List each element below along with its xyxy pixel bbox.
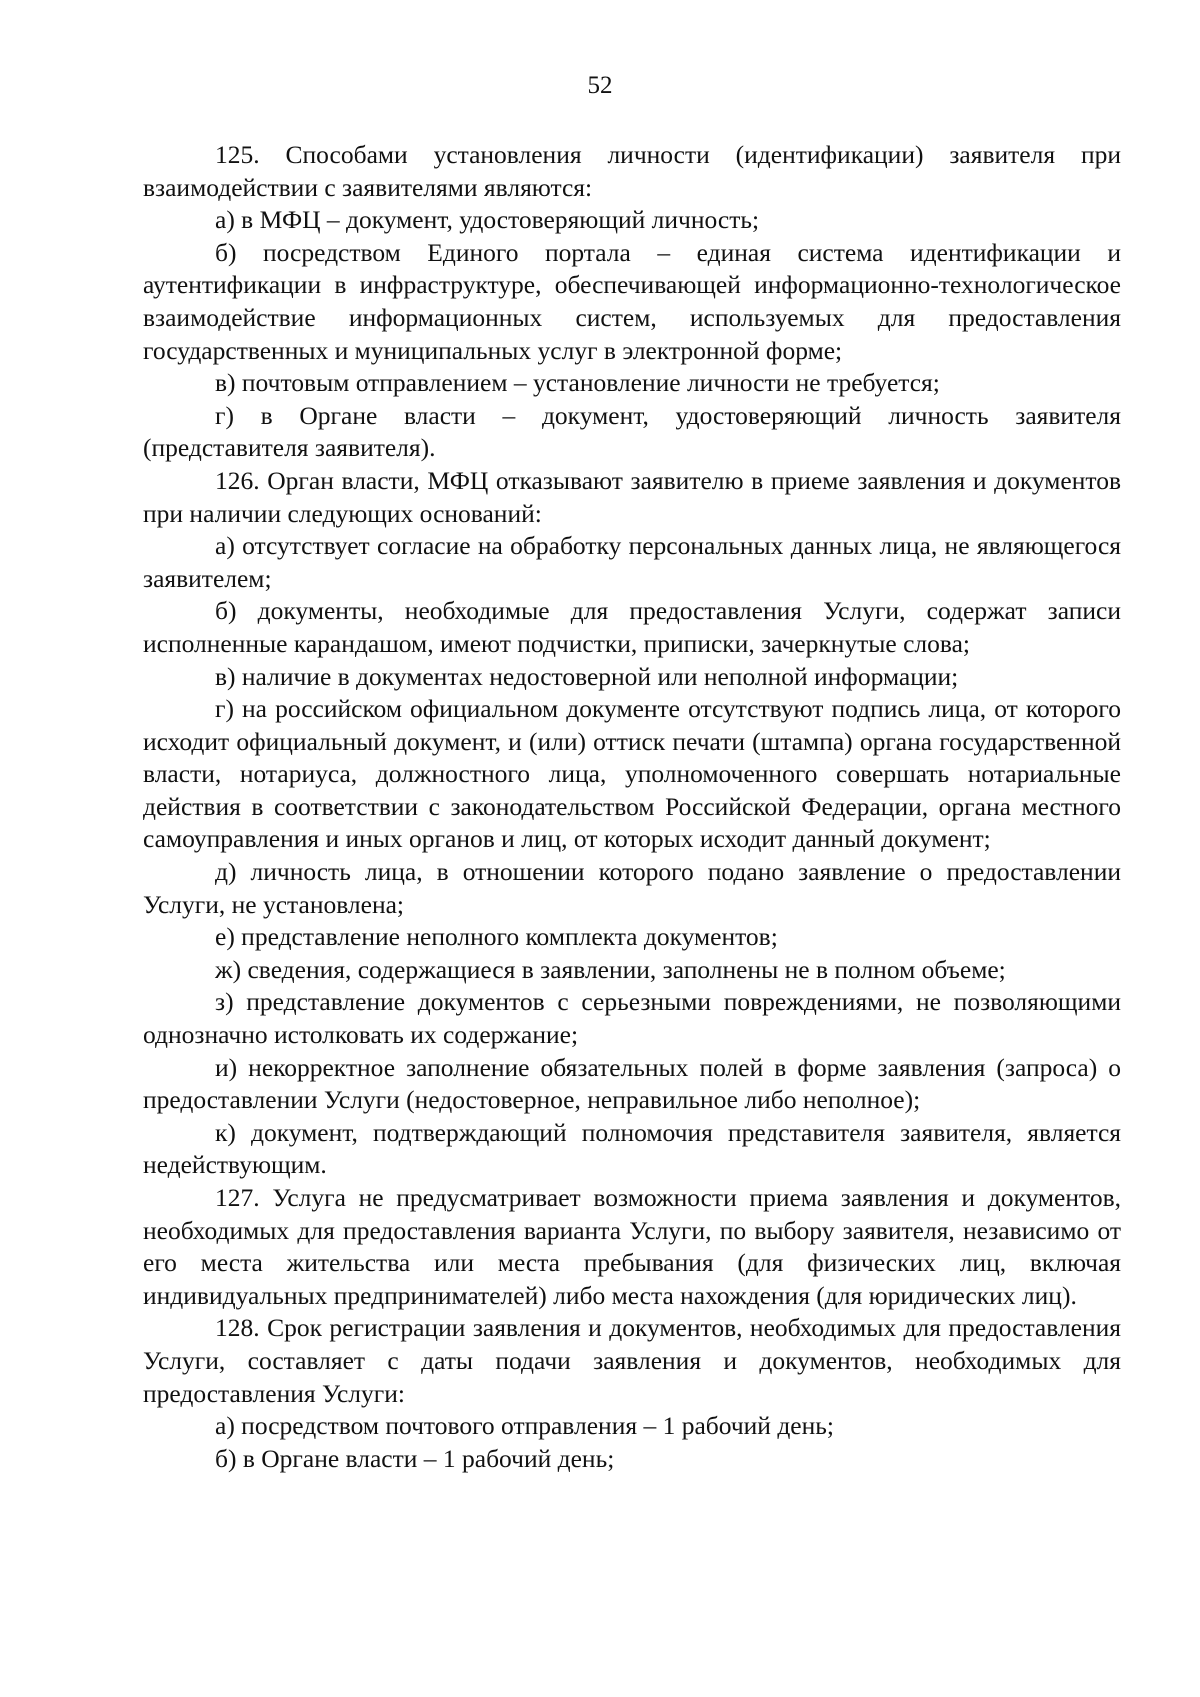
paragraph-126-e: е) представление неполного комплекта документов; — [215, 922, 778, 952]
paragraph-126: 126. Орган власти, МФЦ отказывают заявителю в приеме заявления и документов при наличии следующих оснований: — [143, 465, 1121, 528]
paragraph-128-a: а) посредством почтового отправления – 1 рабочий день; — [215, 1411, 834, 1441]
paragraph-125-b: б) посредством Единого портала – единая система идентификации и аутентификации в инфраструктуре, обеспечивающей информационно-технологическое взаимодействие информационных систем, используемых для предоставления государственных и муниципальных услуг в электронной форме; — [143, 237, 1121, 365]
paragraph-126-b: б) документы, необходимые для предоставления Услуги, содержат записи исполненные карандашом, имеют подчистки, приписки, зачеркнутые слова; — [143, 596, 1121, 658]
paragraph-126-k: к) документ, подтверждающий полномочия представителя заявителя, является недействующим. — [143, 1117, 1121, 1180]
paragraph-126-i: и) некорректное заполнение обязательных полей в форме заявления (запроса) о предоставлении Услуги (недостоверное, неправильное либо неполное); — [143, 1052, 1121, 1115]
paragraph-127: 127. Услуга не предусматривает возможности приема заявления и документов, необходимых для предоставления варианта Услуги, по выбору заявителя, независимо от его места жительства или места пребывания (для физических лиц, включая индивидуальных предпринимателей) либо места нахождения (для юридических лиц). — [143, 1183, 1121, 1310]
document-body — [143, 139, 1121, 1475]
paragraph-126-d: д) личность лица, в отношении которого подано заявление о предоставлении Услуги, не установлена; — [143, 857, 1121, 919]
paragraph-126-z: з) представление документов с серьезными повреждениями, не позволяющими однозначно истолковать их содержание; — [143, 987, 1121, 1050]
paragraph-125: 125. Способами установления личности (идентификации) заявителя при взаимодействии с заявителями являются: — [143, 140, 1121, 202]
paragraph-126-v: в) наличие в документах недостоверной или неполной информации; — [215, 661, 959, 691]
paragraph-126-a: а) отсутствует согласие на обработку персональных данных лица, не являющегося заявителем; — [143, 531, 1121, 593]
paragraph-125-a: а) в МФЦ – документ, удостоверяющий личность; — [215, 205, 760, 235]
paragraph-128-b: б) в Органе власти – 1 рабочий день; — [215, 1443, 615, 1473]
paragraph-128: 128. Срок регистрации заявления и документов, необходимых для предоставления Услуги, составляет с даты подачи заявления и документов, необходимых для предоставления Услуги: — [143, 1313, 1121, 1408]
paragraph-125-g: г) в Органе власти – документ, удостоверяющий личность заявителя (представителя заявителя). — [143, 400, 1121, 463]
paragraph-126-g: г) на российском официальном документе отсутствуют подпись лица, от которого исходит официальный документ, и (или) оттиск печати (штампа) органа государственной власти, нотариуса, должностного лица, уполномоченного совершать нотариальные действия в соответствии с законодательством Российской Федерации, органа местного самоуправления и иных органов и лиц, от которых исходит данный документ; — [143, 694, 1121, 854]
paragraph-126-zh: ж) сведения, содержащиеся в заявлении, заполнены не в полном объеме; — [215, 954, 1006, 984]
page-number: 52 — [587, 72, 613, 99]
paragraph-125-v: в) почтовым отправлением – установление личности не требуется; — [215, 368, 940, 398]
